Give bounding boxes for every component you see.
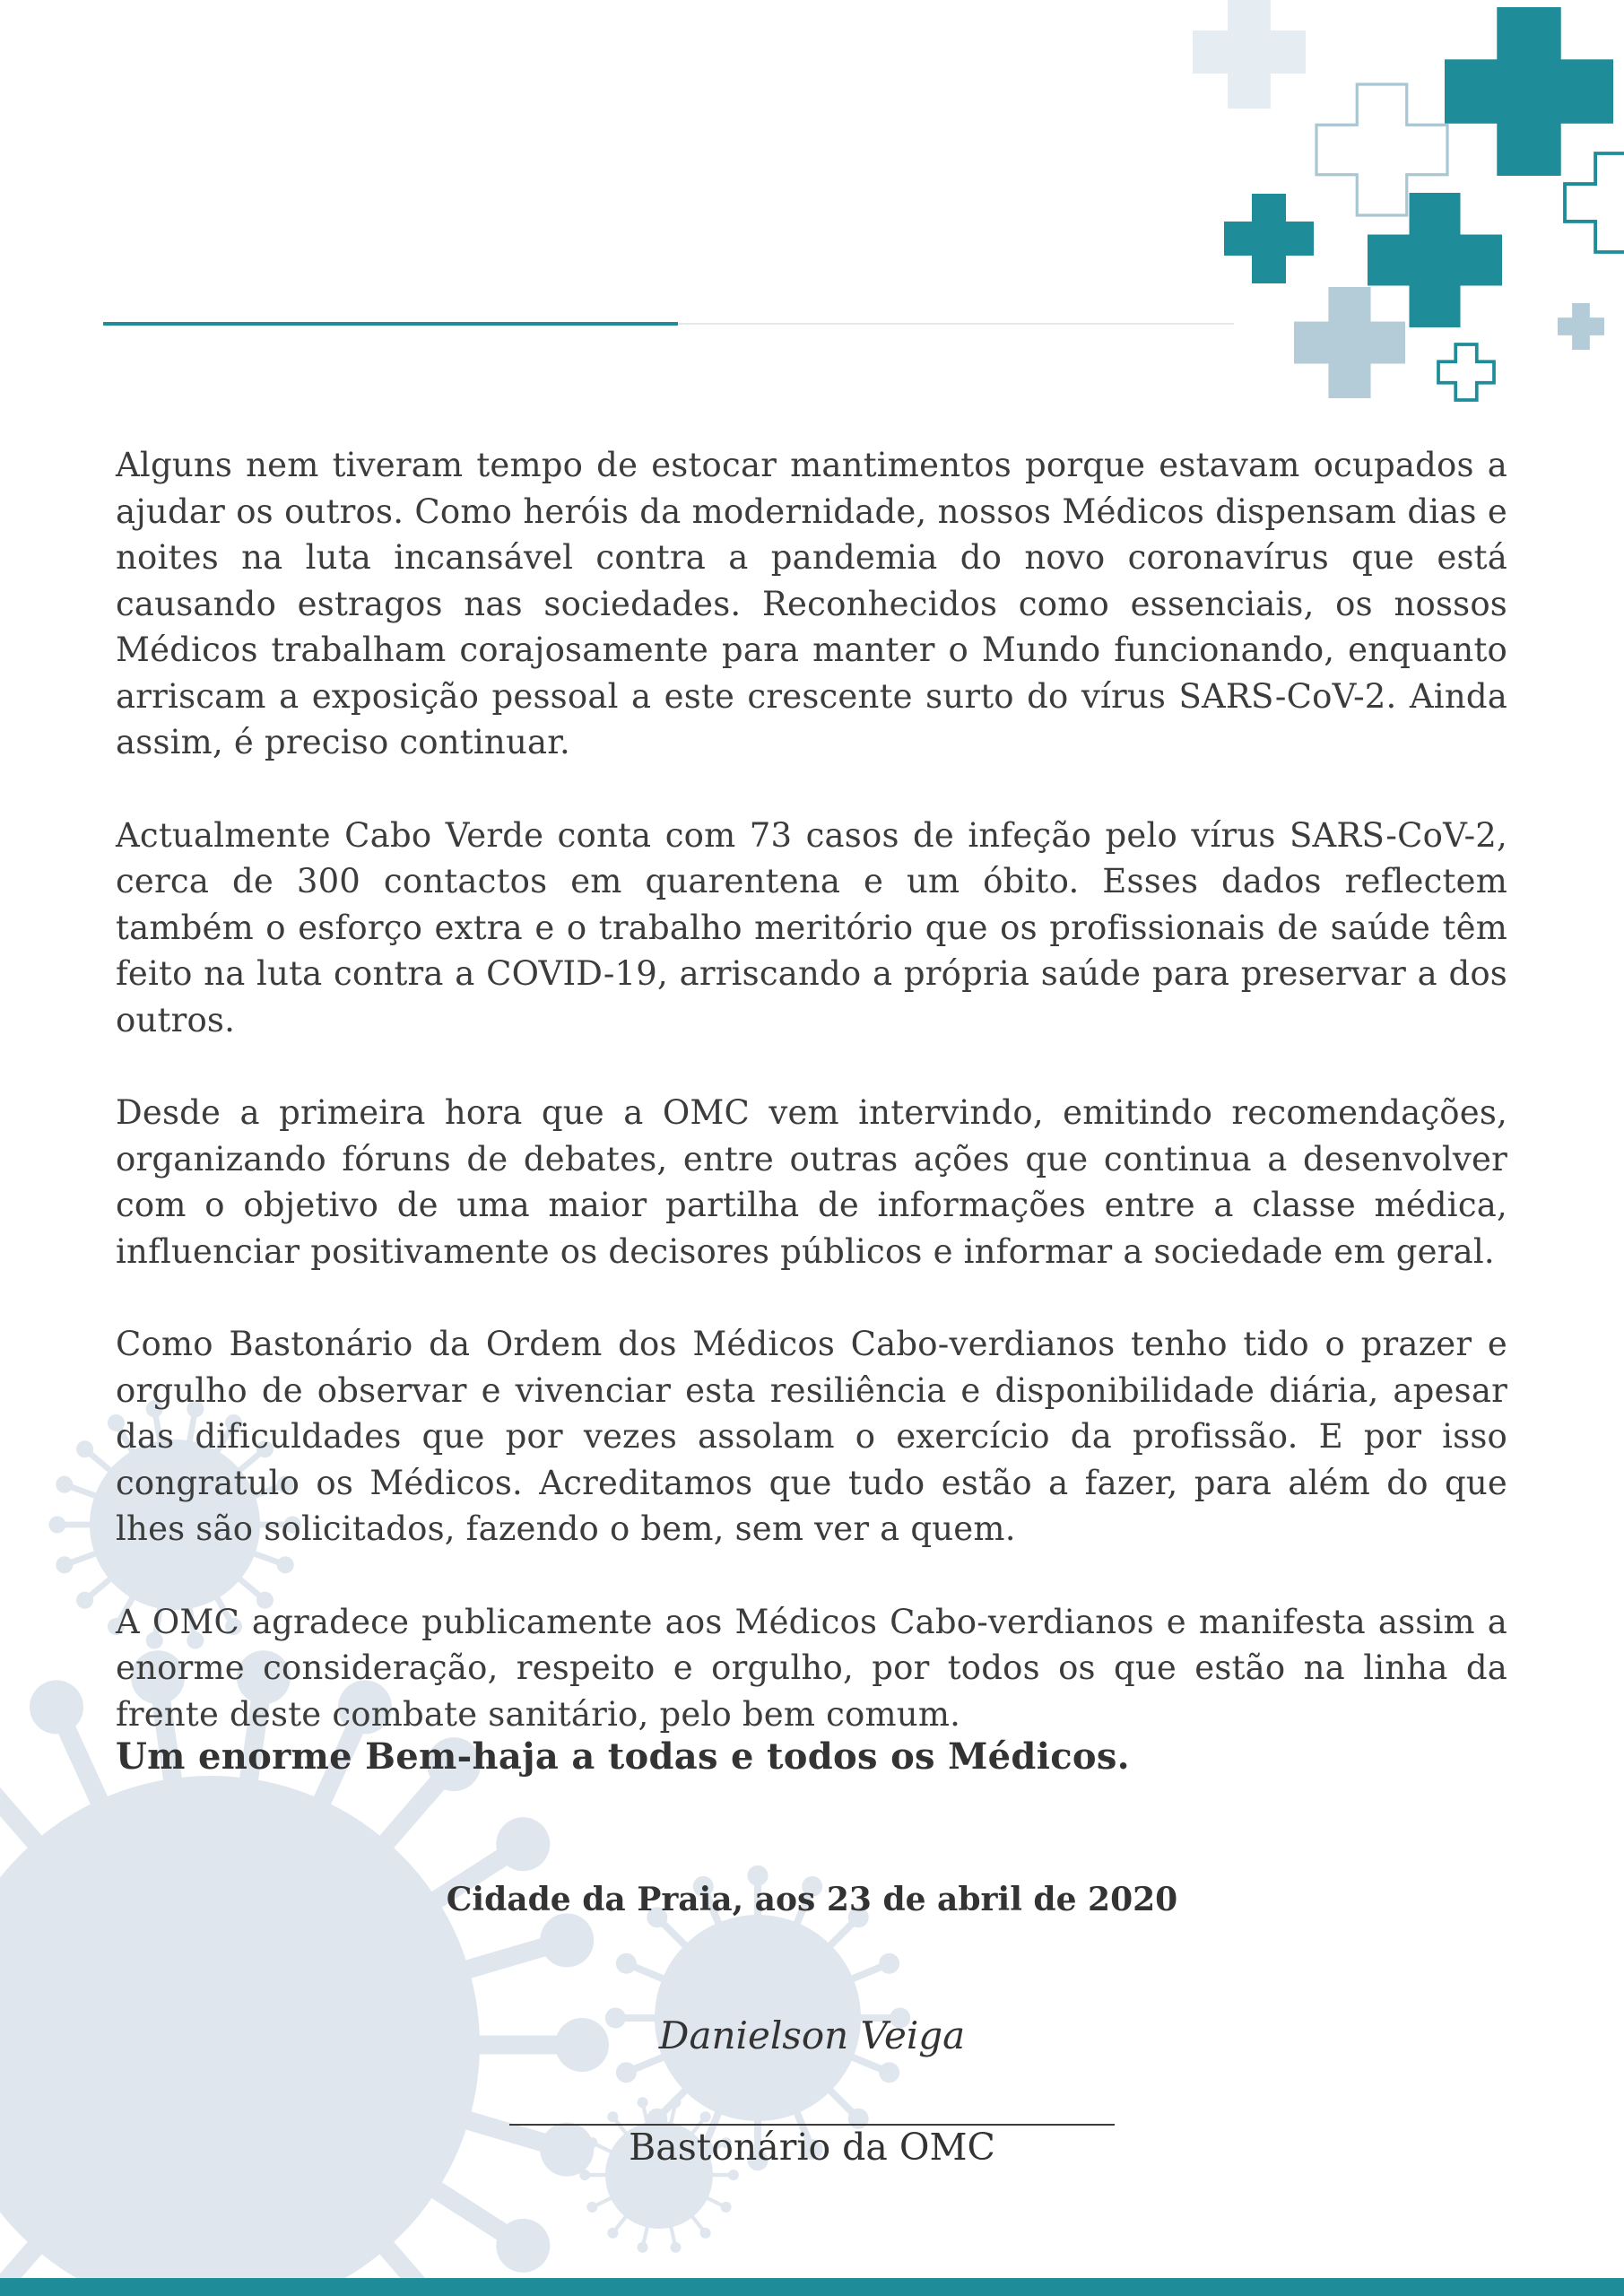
header-rule-accent	[103, 322, 678, 326]
date-line: Cidade da Praia, aos 23 de abril de 2020	[446, 1881, 1178, 1918]
paragraph: Como Bastonário da Ordem dos Médicos Cabo-verdianos tenho tido o prazer e orgulho de observar e vivenciar esta resiliência e disponibilidade diária, apesar das dificuldades que por vezes assolam o exercício da profissão. E por isso congratulo os Médicos. Acreditamos que tudo estão a fazer, para além do que lhes são solicitados, fazendo o bem, sem ver a quem.	[116, 1325, 1507, 1548]
cross-icon	[1558, 303, 1604, 350]
paragraph: Alguns nem tiveram tempo de estocar mantimentos porque estavam ocupados a ajudar os outros. Como heróis da modernidade, nossos Médicos dispensam dias e noites na luta incansável contra a pandemia do novo coronavírus que está causando estragos nas sociedades. Reconhecidos como essenciais, os nossos Médicos trabalham corajosamente para manter o Mundo funcionando, enquanto arriscam a exposição pessoal a este crescente surto do vírus SARS-CoV-2. Ainda assim, é preciso continuar.	[116, 446, 1507, 761]
paragraph: Desde a primeira hora que a OMC vem intervindo, emitindo recomendações, organizando fóruns de debates, entre outras ações que continua a desenvolver com o objetivo de uma maior partilha de informações entre a classe médica, influenciar positivamente os decisores públicos e informar a sociedade em geral.	[116, 1093, 1507, 1271]
paragraph: Actualmente Cabo Verde conta com 73 casos de infeção pelo vírus SARS-CoV-2, cerca de 300 contactos em quarentena e um óbito. Esses dados reflectem também o esforço extra e o trabalho meritório que os profissionais de saúde têm feito na luta contra a COVID-19, arriscando a própria saúde para preservar a dos outros.	[116, 815, 1507, 1039]
medical-cross-icons	[1193, 0, 1624, 400]
cross-icon	[1368, 193, 1502, 327]
footer-bar	[0, 2278, 1624, 2296]
header-rule	[678, 323, 1234, 325]
signature-name: Danielson Veiga	[658, 2013, 966, 2057]
letter-body	[116, 442, 1507, 1784]
closing-statement: Um enorme Bem-haja a todas e todos os Médicos.	[116, 1735, 1130, 1778]
cross-icon	[1294, 287, 1405, 398]
cross-icon	[1445, 7, 1613, 176]
signature-title: Bastonário da OMC	[629, 2126, 995, 2169]
cross-icon	[1438, 344, 1494, 400]
cross-icon	[1565, 153, 1624, 252]
cross-icon	[1224, 194, 1314, 283]
cross-icon	[1193, 0, 1306, 109]
paragraph: A OMC agradece publicamente aos Médicos Cabo-verdianos e manifesta assim a enorme consideração, respeito e orgulho, por todos os que estão na linha da frente deste combate sanitário, pelo bem comum.	[116, 1602, 1507, 1734]
